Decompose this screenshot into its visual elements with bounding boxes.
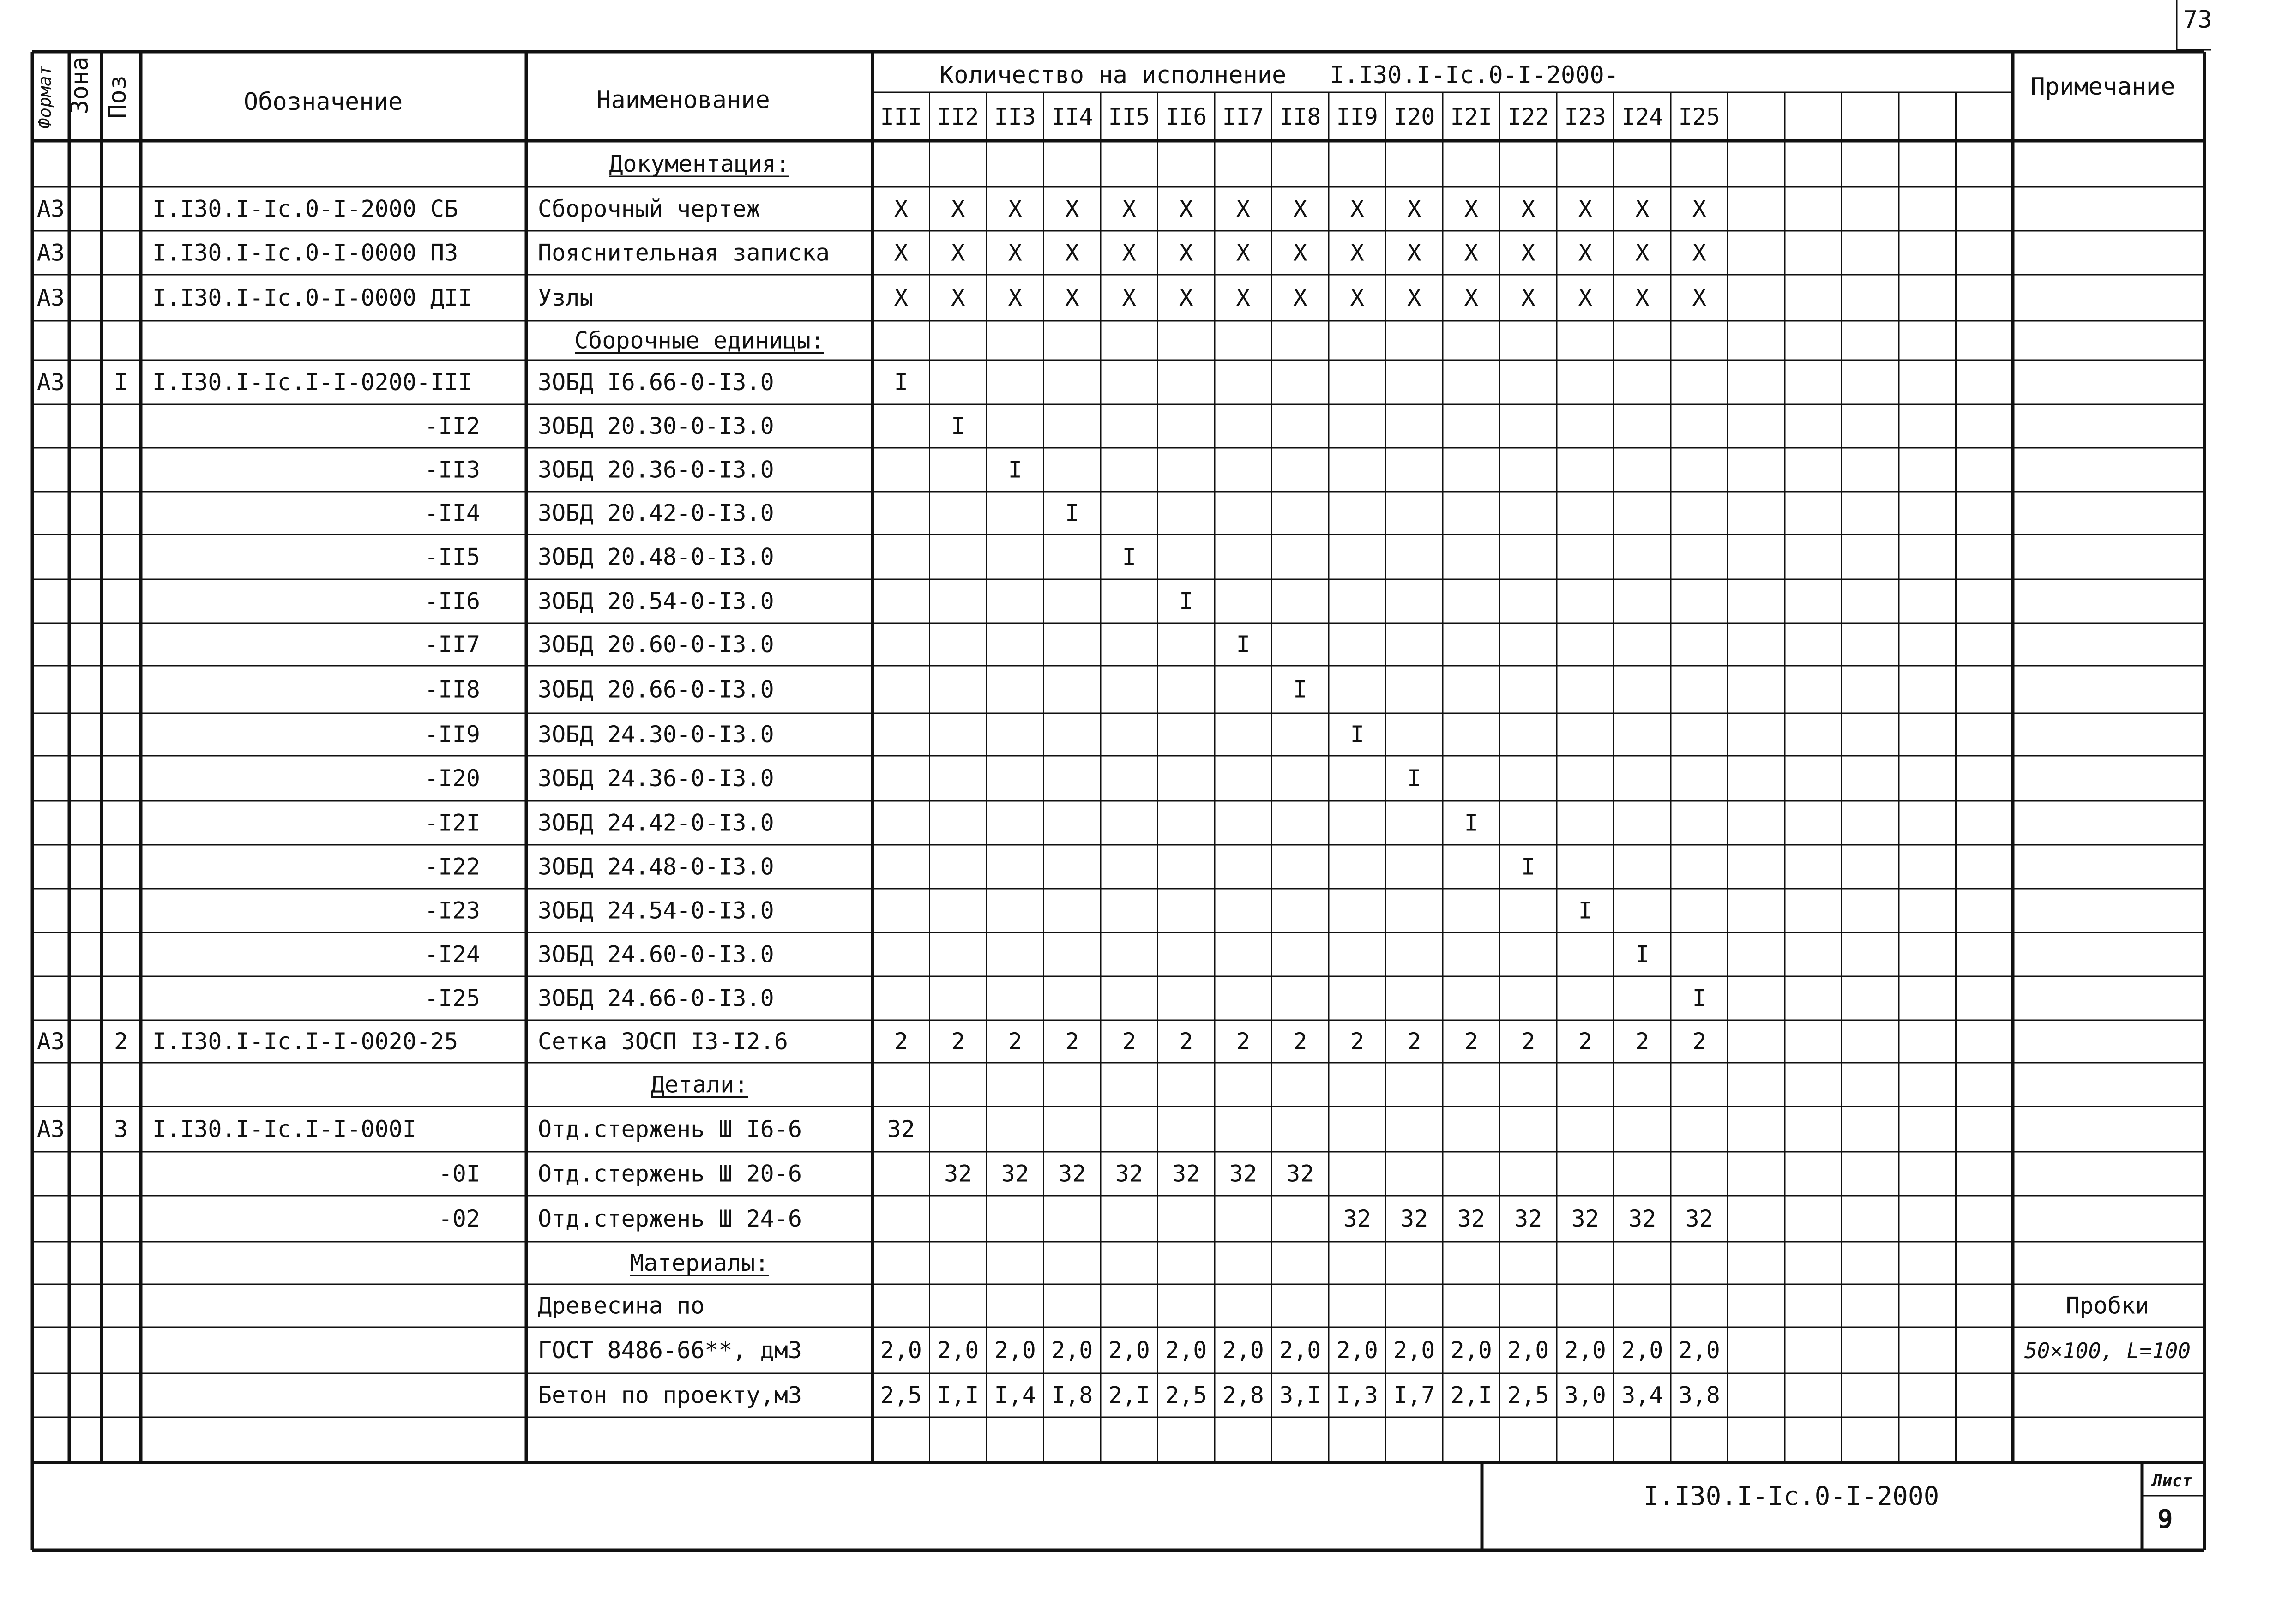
cell-quantity: X xyxy=(1350,239,1364,266)
variant-header: II3 xyxy=(994,103,1036,130)
cell-quantity: 2 xyxy=(1407,1028,1421,1055)
cell-quantity: I xyxy=(1065,499,1079,527)
cell-quantity: X xyxy=(1179,195,1193,223)
cell-quantity: 2,0 xyxy=(994,1337,1036,1364)
cell-quantity: X xyxy=(951,195,965,223)
cell-quantity: X xyxy=(1008,239,1022,266)
cell-quantity: 2,0 xyxy=(1564,1337,1606,1364)
table-row xyxy=(651,1071,748,1098)
cell-quantity: I xyxy=(1293,676,1307,703)
cell-name: 3ОБД 24.48-0-I3.0 xyxy=(538,853,774,880)
cell-quantity: 32 xyxy=(1001,1160,1029,1187)
cell-quantity: X xyxy=(1692,239,1706,266)
cell-designation: I.I30.I-Ic.0-I-2000 СБ xyxy=(152,195,458,223)
cell-format: А3 xyxy=(36,1028,65,1055)
cell-quantity: 2,5 xyxy=(1507,1382,1549,1409)
cell-quantity: X xyxy=(1008,195,1022,223)
cell-format: А3 xyxy=(36,1116,65,1143)
cell-quantity: I xyxy=(1179,588,1193,615)
cell-designation: -I24 xyxy=(424,941,480,968)
cell-quantity: X xyxy=(1521,284,1535,311)
cell-note: 50×100, L=100 xyxy=(2024,1338,2191,1363)
variant-header: II6 xyxy=(1165,103,1207,130)
cell-quantity: I xyxy=(1635,941,1650,968)
cell-designation: -I25 xyxy=(424,985,480,1012)
cell-quantity: 2 xyxy=(894,1028,908,1055)
cell-quantity: X xyxy=(1692,284,1706,311)
cell-quantity: I xyxy=(1407,765,1421,792)
cell-quantity: I,7 xyxy=(1393,1382,1435,1409)
cell-name: 3ОБД 24.66-0-I3.0 xyxy=(538,985,774,1012)
cell-quantity: I xyxy=(1350,721,1364,748)
cell-designation: -II2 xyxy=(424,413,480,439)
cell-quantity: I,4 xyxy=(994,1382,1036,1409)
table-row xyxy=(37,369,908,396)
cell-quantity: X xyxy=(1065,239,1079,266)
cell-quantity: 32 xyxy=(1457,1205,1485,1232)
table-row xyxy=(425,985,1706,1012)
cell-quantity: 32 xyxy=(887,1116,915,1143)
cell-quantity: 32 xyxy=(1685,1205,1713,1232)
cell-quantity: 2 xyxy=(1008,1028,1022,1055)
cell-designation: -I22 xyxy=(424,853,480,880)
cell-name: 3ОБД 24.36-0-I3.0 xyxy=(538,765,774,792)
table-row xyxy=(630,1250,769,1276)
cell-quantity: 2,0 xyxy=(1165,1337,1207,1364)
cell-quantity: I xyxy=(951,413,965,439)
table-row xyxy=(574,327,825,354)
table-row xyxy=(425,941,1650,968)
cell-designation: -II9 xyxy=(424,721,480,748)
cell-quantity: 2,I xyxy=(1450,1382,1492,1409)
cell-quantity: 2 xyxy=(1350,1028,1364,1055)
cell-quantity: 32 xyxy=(1343,1205,1371,1232)
cell-quantity: X xyxy=(1692,195,1706,223)
cell-quantity: X xyxy=(1578,195,1592,223)
cell-pos: 2 xyxy=(114,1028,128,1055)
cell-name: 3ОБД 24.30-0-I3.0 xyxy=(538,721,774,748)
table-row xyxy=(609,150,789,177)
cell-quantity: X xyxy=(1122,239,1136,266)
variant-header: I24 xyxy=(1621,103,1663,130)
table-row xyxy=(538,1382,1720,1409)
cell-name-section: Документация: xyxy=(609,150,790,177)
variant-header: II4 xyxy=(1051,103,1093,130)
cell-quantity: 2,0 xyxy=(1621,1337,1663,1364)
cell-designation: -I20 xyxy=(424,765,480,792)
table-row xyxy=(425,810,1478,836)
cell-name: 3ОБД 20.30-0-I3.0 xyxy=(538,413,774,439)
cell-name-section: Детали: xyxy=(650,1071,748,1098)
cell-quantity: 2 xyxy=(1065,1028,1079,1055)
cell-quantity: 2,0 xyxy=(1678,1337,1720,1364)
table-row xyxy=(425,413,965,439)
cell-quantity: X xyxy=(1635,195,1650,223)
cell-quantity: 32 xyxy=(1058,1160,1086,1187)
cell-designation: -II5 xyxy=(424,543,480,571)
variant-header: II5 xyxy=(1108,103,1150,130)
variant-header: I25 xyxy=(1678,103,1720,130)
cell-quantity: X xyxy=(894,284,908,311)
cell-quantity: I xyxy=(1521,853,1535,880)
cell-quantity: 2,8 xyxy=(1222,1382,1264,1409)
cell-quantity: X xyxy=(1293,195,1307,223)
cell-format: А3 xyxy=(36,239,65,266)
header-designation: Обозначение xyxy=(243,88,403,116)
cell-designation: -0I xyxy=(438,1160,480,1187)
cell-designation: I.I30.I-Ic.I-I-000I xyxy=(152,1116,416,1143)
cell-quantity: X xyxy=(1578,239,1592,266)
cell-quantity: 32 xyxy=(944,1160,972,1187)
cell-name: 3ОБД 24.42-0-I3.0 xyxy=(538,809,774,836)
cell-quantity: X xyxy=(1635,239,1650,266)
cell-quantity: 2 xyxy=(1521,1028,1535,1055)
cell-name: 3ОБД 24.60-0-I3.0 xyxy=(538,941,774,968)
cell-quantity: X xyxy=(1407,284,1421,311)
cell-format: А3 xyxy=(36,369,65,396)
variant-header: I22 xyxy=(1507,103,1549,130)
cell-quantity: I xyxy=(1578,897,1592,924)
cell-quantity: X xyxy=(1464,239,1478,266)
cell-quantity: X xyxy=(1464,284,1478,311)
cell-designation: -II6 xyxy=(424,588,480,615)
cell-name: Узлы xyxy=(538,284,594,311)
cell-quantity: 32 xyxy=(1229,1160,1257,1187)
cell-quantity: X xyxy=(1635,284,1650,311)
cell-name-section: Сборочные единицы: xyxy=(574,327,825,354)
sheet-number: 9 xyxy=(2157,1504,2173,1534)
cell-quantity: X xyxy=(1236,284,1250,311)
header-note: Примечание xyxy=(2030,73,2175,101)
cell-designation: -II3 xyxy=(424,456,480,483)
cell-name: Сборочный чертеж xyxy=(538,195,760,223)
cell-quantity: X xyxy=(1407,239,1421,266)
cell-quantity: 2 xyxy=(1464,1028,1478,1055)
cell-quantity: 2,0 xyxy=(1450,1337,1492,1364)
cell-quantity: X xyxy=(1521,239,1535,266)
cell-quantity: X xyxy=(1122,195,1136,223)
cell-quantity: 2 xyxy=(1635,1028,1650,1055)
table-row xyxy=(538,1337,2191,1364)
cell-quantity: I,I xyxy=(937,1382,979,1409)
cell-name: ГОСТ 8486-66**, дм3 xyxy=(538,1337,802,1364)
table-row xyxy=(425,544,1136,571)
cell-designation: -II7 xyxy=(424,631,480,658)
cell-quantity: 2,0 xyxy=(1336,1337,1378,1364)
cell-quantity: I,8 xyxy=(1051,1382,1093,1409)
cell-format: А3 xyxy=(36,284,65,311)
header-name: Наименование xyxy=(596,86,770,114)
cell-quantity: 3,I xyxy=(1279,1382,1321,1409)
cell-quantity: 32 xyxy=(1172,1160,1200,1187)
cell-quantity: I xyxy=(1692,985,1706,1012)
cell-name: Отд.стержень Ш I6-6 xyxy=(538,1116,802,1143)
cell-name: 3ОБД 20.66-0-I3.0 xyxy=(538,676,774,703)
table-row xyxy=(37,1116,915,1143)
cell-quantity: 2 xyxy=(1179,1028,1193,1055)
cell-quantity: 2,0 xyxy=(1279,1337,1321,1364)
variant-header: II8 xyxy=(1279,103,1321,130)
sheet-label: Лист xyxy=(2152,1472,2192,1491)
cell-quantity: X xyxy=(1578,284,1592,311)
cell-quantity: X xyxy=(1350,284,1364,311)
variant-header: I20 xyxy=(1393,103,1435,130)
table-row xyxy=(425,721,1364,748)
cell-quantity: 2 xyxy=(1122,1028,1136,1055)
header-format: Формат xyxy=(35,65,55,129)
variant-header: I2I xyxy=(1450,103,1492,130)
cell-quantity: X xyxy=(951,239,965,266)
variant-header: I23 xyxy=(1564,103,1606,130)
cell-quantity: 32 xyxy=(1571,1205,1599,1232)
cell-quantity: 32 xyxy=(1115,1160,1143,1187)
cell-name: 3ОБД 20.36-0-I3.0 xyxy=(538,456,774,483)
table-row xyxy=(425,500,1079,527)
table-row xyxy=(439,1205,1713,1232)
cell-quantity: X xyxy=(1407,195,1421,223)
cell-note: Пробки xyxy=(2065,1292,2149,1319)
cell-designation: I.I30.I-Ic.I-I-0020-25 xyxy=(152,1028,458,1055)
cell-quantity: 2 xyxy=(1293,1028,1307,1055)
cell-quantity: 2,0 xyxy=(937,1337,979,1364)
cell-quantity: 2,0 xyxy=(880,1337,922,1364)
cell-name: 3ОБД 20.48-0-I3.0 xyxy=(538,543,774,571)
cell-quantity: I xyxy=(1464,809,1478,836)
cell-name: Сетка 3ОСП I3-I2.6 xyxy=(538,1028,788,1055)
cell-designation: -I2I xyxy=(424,809,480,836)
cell-name: Отд.стержень Ш 24-6 xyxy=(538,1205,802,1232)
cell-quantity: 2,0 xyxy=(1507,1337,1549,1364)
cell-quantity: X xyxy=(1236,239,1250,266)
cell-quantity: 2 xyxy=(1236,1028,1250,1055)
cell-pos: 3 xyxy=(114,1116,128,1143)
cell-quantity: X xyxy=(1065,284,1079,311)
cell-quantity: X xyxy=(1179,284,1193,311)
variant-header: II9 xyxy=(1336,103,1378,130)
cell-quantity: 2,0 xyxy=(1222,1337,1264,1364)
cell-quantity: 2,0 xyxy=(1393,1337,1435,1364)
cell-quantity: 3,0 xyxy=(1564,1382,1606,1409)
table-row xyxy=(538,1293,2149,1319)
header-quantity: Количество на исполнение xyxy=(939,61,1287,89)
cell-name: Бетон по проекту,м3 xyxy=(538,1382,802,1409)
cell-quantity: X xyxy=(1293,239,1307,266)
cell-quantity: I xyxy=(1236,631,1250,658)
cell-designation: -I23 xyxy=(424,897,480,924)
cell-quantity: 3,8 xyxy=(1678,1382,1720,1409)
variant-header: III xyxy=(880,103,922,130)
header-zone: Зона xyxy=(66,56,94,114)
table-grid xyxy=(32,52,2204,1550)
cell-quantity: X xyxy=(1065,195,1079,223)
cell-name: Пояснительная записка xyxy=(538,239,830,266)
cell-quantity: 32 xyxy=(1628,1205,1656,1232)
cell-quantity: X xyxy=(1464,195,1478,223)
cell-quantity: 2 xyxy=(1578,1028,1592,1055)
cell-name: Отд.стержень Ш 20-6 xyxy=(538,1160,802,1187)
cell-name: 3ОБД 20.42-0-I3.0 xyxy=(538,499,774,527)
cell-name: 3ОБД 20.54-0-I3.0 xyxy=(538,588,774,615)
cell-quantity: X xyxy=(1350,195,1364,223)
variant-header: II2 xyxy=(937,103,979,130)
cell-quantity: 3,4 xyxy=(1621,1382,1663,1409)
cell-designation: -02 xyxy=(438,1205,480,1232)
cell-quantity: I,3 xyxy=(1336,1382,1378,1409)
table-row xyxy=(439,1161,1314,1187)
cell-quantity: X xyxy=(894,195,908,223)
variant-headers xyxy=(880,103,1720,130)
cell-quantity: I xyxy=(1122,543,1136,571)
table-row xyxy=(425,897,1592,924)
cell-quantity: 2 xyxy=(951,1028,965,1055)
table-row xyxy=(425,631,1250,658)
cell-quantity: 2,I xyxy=(1108,1382,1150,1409)
cell-name: 3ОБД 24.54-0-I3.0 xyxy=(538,897,774,924)
cell-quantity: I xyxy=(1008,456,1022,483)
cell-designation: -II8 xyxy=(424,676,480,703)
cell-quantity: 2,5 xyxy=(1165,1382,1207,1409)
cell-quantity: X xyxy=(1122,284,1136,311)
header-quantity-code: I.I30.I-Ic.0-I-2000- xyxy=(1330,61,1619,89)
cell-quantity: X xyxy=(1521,195,1535,223)
cell-quantity: X xyxy=(1236,195,1250,223)
cell-name: 3ОБД 20.60-0-I3.0 xyxy=(538,631,774,658)
variant-header: II7 xyxy=(1222,103,1264,130)
cell-quantity: X xyxy=(1179,239,1193,266)
table-body xyxy=(37,150,2191,1409)
cell-format: А3 xyxy=(36,195,65,223)
table-row xyxy=(425,457,1022,483)
cell-quantity: X xyxy=(951,284,965,311)
page-number: 73 xyxy=(2183,6,2212,34)
cell-quantity: 32 xyxy=(1514,1205,1542,1232)
cell-name-section: Материалы: xyxy=(630,1250,769,1276)
table-row xyxy=(425,676,1307,703)
cell-designation: I.I30.I-Ic.0-I-0000 ПЗ xyxy=(152,239,458,266)
document-code: I.I30.I-Ic.0-I-2000 xyxy=(1643,1481,1939,1511)
cell-quantity: X xyxy=(1293,284,1307,311)
cell-designation: I.I30.I-Ic.I-I-0200-III xyxy=(152,369,472,396)
cell-quantity: I xyxy=(894,369,908,396)
cell-quantity: X xyxy=(1008,284,1022,311)
cell-name: Древесина по xyxy=(538,1292,705,1319)
cell-quantity: 2,0 xyxy=(1051,1337,1093,1364)
header-pos: Поз xyxy=(104,75,132,119)
table-row xyxy=(425,854,1535,880)
cell-quantity: 32 xyxy=(1286,1160,1314,1187)
cell-quantity: 2,5 xyxy=(880,1382,922,1409)
table-row xyxy=(425,588,1193,615)
cell-designation: I.I30.I-Ic.0-I-0000 ДII xyxy=(152,284,472,311)
cell-designation: -II4 xyxy=(424,499,480,527)
cell-name: 3ОБД I6.66-0-I3.0 xyxy=(538,369,774,396)
cell-pos: I xyxy=(114,369,128,396)
cell-quantity: 2 xyxy=(1692,1028,1706,1055)
cell-quantity: 2,0 xyxy=(1108,1337,1150,1364)
cell-quantity: 32 xyxy=(1400,1205,1428,1232)
cell-quantity: X xyxy=(894,239,908,266)
